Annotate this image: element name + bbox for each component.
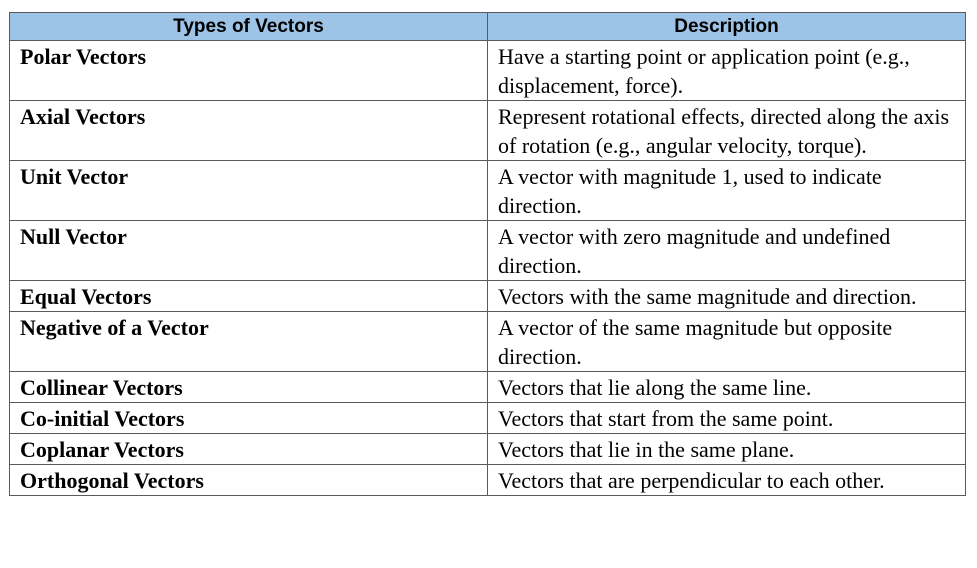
table-row: [10, 434, 966, 465]
vector-description-cell: A vector with magnitude 1, used to indicate direction.: [488, 161, 966, 221]
table-row: [10, 41, 966, 101]
vector-description-cell: Vectors that lie along the same line.: [488, 372, 966, 403]
vector-type-cell: Orthogonal Vectors: [10, 465, 488, 496]
vector-type-cell: Polar Vectors: [10, 41, 488, 101]
table-header-row: [10, 13, 966, 41]
table-row: [10, 465, 966, 496]
vector-type-cell: Null Vector: [10, 221, 488, 281]
vector-description-cell: Vectors that are perpendicular to each other.: [488, 465, 966, 496]
vector-type-cell: Collinear Vectors: [10, 372, 488, 403]
vector-type-cell: Axial Vectors: [10, 101, 488, 161]
table-row: [10, 403, 966, 434]
table-row: [10, 221, 966, 281]
table-row: [10, 161, 966, 221]
vector-type-cell: Coplanar Vectors: [10, 434, 488, 465]
header-description: Description: [488, 13, 966, 41]
vector-type-cell: Co-initial Vectors: [10, 403, 488, 434]
vector-description-cell: Vectors that lie in the same plane.: [488, 434, 966, 465]
vector-description-cell: Represent rotational effects, directed along the axis of rotation (e.g., angular velocity, torque).: [488, 101, 966, 161]
table-row: [10, 372, 966, 403]
vector-description-cell: A vector with zero magnitude and undefined direction.: [488, 221, 966, 281]
vector-description-cell: Vectors with the same magnitude and direction.: [488, 281, 966, 312]
table-row: [10, 101, 966, 161]
vector-description-cell: Vectors that start from the same point.: [488, 403, 966, 434]
table-row: [10, 312, 966, 372]
vector-type-cell: Unit Vector: [10, 161, 488, 221]
vector-type-cell: Negative of a Vector: [10, 312, 488, 372]
table-row: [10, 281, 966, 312]
vector-description-cell: A vector of the same magnitude but opposite direction.: [488, 312, 966, 372]
header-types-of-vectors: Types of Vectors: [10, 13, 488, 41]
vector-type-cell: Equal Vectors: [10, 281, 488, 312]
vector-description-cell: Have a starting point or application point (e.g., displacement, force).: [488, 41, 966, 101]
vector-types-table: [9, 12, 966, 496]
